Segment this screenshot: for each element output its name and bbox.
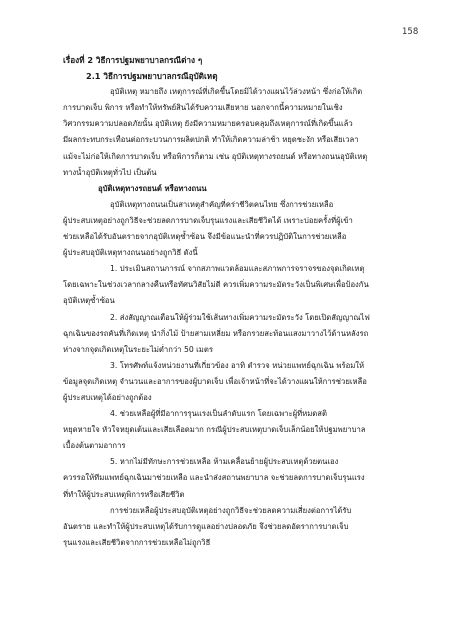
intro-paragraph: [63, 84, 395, 181]
paragraph-line: แม้จะไม่ก่อให้เกิดการบาดเจ็บ หรือพิการก็ตาม เช่น อุบัติเหตุทางรถยนต์ หรือทางถนนอุบัติเหตุ: [63, 151, 368, 161]
closing-paragraph: [63, 503, 395, 551]
paragraph-line: มีผลกระทบกระเทือนต่อกระบวนการผลิตปกติ ทำให้เกิดความล่าช้า หยุดชะงัก หรือเสียเวลา: [63, 135, 359, 145]
section-heading: 2.1 วิธีการปฐมพยาบาลกรณีอุบัติเหตุ: [86, 71, 218, 82]
list-item-line: หยุดหายใจ หัวใจหยุดเต้นและเสียเลือดมาก กรณีผู้ประสบเหตุบาดเจ็บเล็กน้อยให้ปฐมพยาบาล: [63, 425, 366, 435]
paragraph-line: รุนแรงและเสียชีวิตจากการช่วยเหลือไม่ถูกวิธี: [63, 537, 211, 547]
list-item-line: 2. ส่งสัญญาณเตือนให้ผู้ร่วมใช้เส้นทางเพิ่มความระมัดระวัง โดยเปิดสัญญาณไฟ: [110, 312, 370, 322]
list-item-line: ที่ทำให้ผู้ประสบเหตุพิการหรือเสียชีวิต: [63, 489, 185, 499]
paragraph-line: อุบัติเหตุ หมายถึง เหตุการณ์ที่เกิดขึ้นโดยมิได้วางแผนไว้ล่วงหน้า ซึ่งก่อให้เกิด: [110, 87, 363, 97]
list-item-3: [63, 358, 395, 406]
page-content: [63, 52, 395, 551]
list-item-line: 5. หากไม่มีทักษะการช่วยเหลือ ห้ามเคลื่อนย้ายผู้ประสบเหตุด้วยตนเอง: [110, 457, 339, 467]
list-item-2: [63, 310, 395, 358]
paragraph-line: ทางน้ำอุบัติเหตุทั่วไป เป็นต้น: [63, 167, 157, 177]
subheading: อุบัติเหตุทางรถยนต์ หรือทางถนน: [98, 183, 207, 193]
list-item-line: ฉุกเฉินของรถคันที่เกิดเหตุ นำกิ่งไม้ ป้ายสามเหลี่ยม หรือกรวยสะท้อนแสงมาวางไว้ด้านหลังรถ: [63, 328, 369, 338]
list-item-5: [63, 454, 395, 502]
list-item-line: ห่างจากจุดเกิดเหตุในระยะไม่ต่ำกว่า 50 เมตร: [63, 344, 213, 354]
paragraph-line: ผู้ประสบเหตุอย่างถูกวิธีจะช่วยลดการบาดเจ็บรุนแรงและเสียชีวิตได้ เพราะบ่อยครั้งที่ผู้เข้า: [63, 215, 353, 225]
list-item-line: ข้อมูลจุดเกิดเหตุ จำนวนและอาการของผู้บาดเจ็บ เพื่อเจ้าหน้าที่จะได้วางแผนให้การช่วยเหลือ: [63, 376, 367, 386]
chapter-heading: เรื่องที่ 2 วิธีการปฐมพยาบาลกรณีต่าง ๆ: [63, 55, 203, 65]
list-item-line: ผู้ประสบเหตุได้อย่างถูกต้อง: [63, 392, 152, 402]
list-item-1: [63, 261, 395, 309]
list-item-line: อุบัติเหตุซ้ำซ้อน: [63, 296, 115, 306]
paragraph-line: การบาดเจ็บ พิการ หรือทำให้ทรัพย์สินได้รับความเสียหาย นอกจากนี้ความหมายในเชิง: [63, 103, 343, 113]
list-item-4: [63, 406, 395, 454]
list-item-line: 4. ช่วยเหลือผู้ที่มีอาการรุนแรงเป็นลำดับแรก โดยเฉพาะผู้ที่หมดสติ: [110, 409, 327, 419]
paragraph-line: ช่วยเหลือได้รับอันตรายจากอุบัติเหตุซ้ำซ้อน จึงมีข้อแนะนำที่ควรปฏิบัติในการช่วยเหลือ: [63, 232, 347, 242]
list-item-line: เบื้องต้นตามอาการ: [63, 441, 126, 451]
paragraph-line: วิศวกรรมความปลอดภัยนั้น อุบัติเหตุ ยังมีความหมายครอบคลุมถึงเหตุการณ์ที่เกิดขึ้นแล้ว: [63, 119, 353, 129]
list-item-line: 3. โทรศัพท์แจ้งหน่วยงานที่เกี่ยวข้อง อาทิ ตำรวจ หน่วยแพทย์ฉุกเฉิน พร้อมให้: [110, 360, 365, 370]
list-item-line: โดยเฉพาะในช่วงเวลากลางคืนหรือทัศนวิสัยไม่ดี ควรเพิ่มความระมัดระวังเป็นพิเศษเพื่อป้องกัน: [63, 280, 369, 290]
paragraph-line: ผู้ประสบอุบัติเหตุทางถนนอย่างถูกวิธี ดังนี้: [63, 248, 198, 258]
paragraph-line: อุบัติเหตุทางถนนเป็นสาเหตุสำคัญที่คร่าชีวิตคนไทย ซึ่งการช่วยเหลือ: [110, 199, 334, 209]
road-accident-paragraph: [63, 197, 395, 261]
page-number: 158: [402, 27, 419, 37]
paragraph-line: การช่วยเหลือผู้ประสบอุบัติเหตุอย่างถูกวิธีจะช่วยลดความเสี่ยงต่อการได้รับ: [110, 505, 352, 515]
paragraph-line: อันตราย และทำให้ผู้ประสบเหตุได้รับการดูแลอย่างปลอดภัย จึงช่วยลดอัตราการบาดเจ็บ: [63, 521, 349, 531]
list-item-line: 1. ประเมินสถานการณ์ จากสภาพแวดล้อมและสภาพการจราจรของจุดเกิดเหตุ: [110, 264, 365, 274]
list-item-line: ควรรอให้ทีมแพทย์ฉุกเฉินมาช่วยเหลือ และนำส่งสถานพยาบาล จะช่วยลดการบาดเจ็บรุนแรง: [63, 473, 365, 483]
